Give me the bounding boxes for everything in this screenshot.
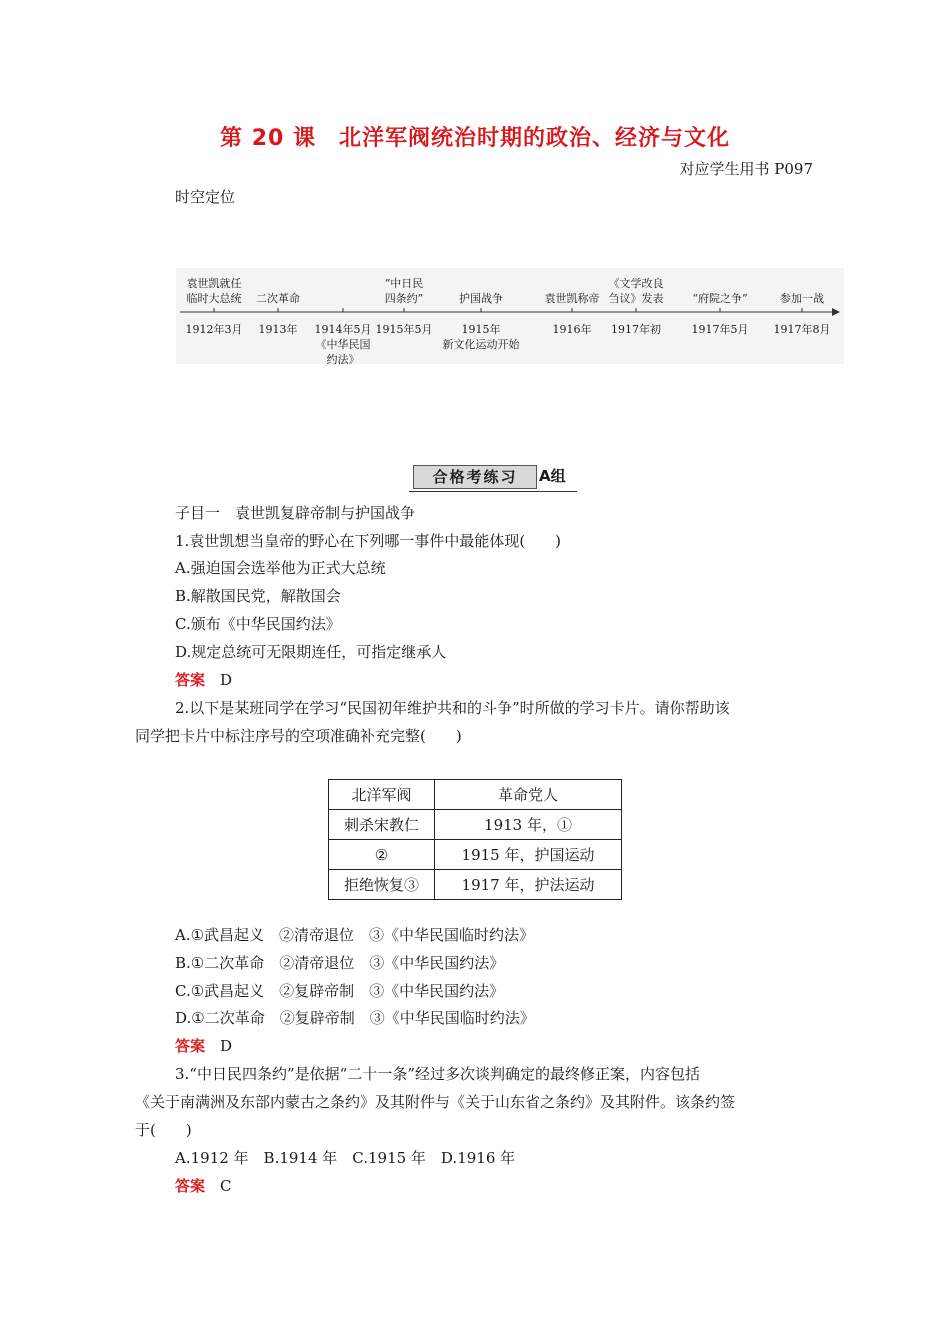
answer-key: 答案: [175, 671, 206, 689]
table-header-row: [329, 780, 622, 810]
timeline-date-label: 1914年5月 《中华民国 约法》: [314, 323, 372, 366]
q3-answer: [175, 1176, 232, 1196]
subtopic-heading: 子目一 袁世凯复辟帝制与护国战争: [175, 504, 416, 522]
study-card-table: [328, 779, 622, 900]
q3-stem-line3: 于( ): [135, 1121, 192, 1139]
q2-option-c: C.①武昌起义 ②复辟帝制 ③《中华民国约法》: [175, 982, 505, 1000]
badge-group: A组: [539, 467, 566, 485]
table-row: [329, 810, 622, 840]
table-cell: ②: [329, 840, 435, 870]
answer-key: 答案: [175, 1037, 206, 1055]
table-cell: 1915 年，护国运动: [435, 840, 622, 870]
table-row: [329, 840, 622, 870]
section-heading: 时空定位: [175, 188, 236, 206]
q3-stem-line2: 《关于南满洲及东部内蒙古之条约》及其附件与《关于山东省之条约》及其附件。该条约签: [135, 1093, 736, 1111]
q1-option-d: D.规定总统可无限期连任，可指定继承人: [175, 643, 447, 661]
textbook-reference: 对应学生用书 P097: [679, 160, 813, 178]
answer-key: 答案: [175, 1177, 206, 1195]
timeline-event-label: 参加一战: [780, 292, 824, 305]
lesson-title: 第 20 课 北洋军阀统治时期的政治、经济与文化: [220, 126, 730, 151]
table-header: 革命党人: [435, 780, 622, 810]
q1-answer: [175, 670, 232, 690]
table-cell: 1917 年，护法运动: [435, 870, 622, 900]
timeline-date-label: 1917年8月: [773, 323, 831, 336]
q2-answer: [175, 1036, 232, 1056]
table-cell: 1913 年，①: [435, 810, 622, 840]
timeline-date-label: 1912年3月: [185, 323, 243, 336]
timeline-event-label: 二次革命: [256, 292, 300, 305]
timeline-date-label: 1915年 新文化运动开始: [442, 323, 520, 351]
table-cell: 拒绝恢复③: [329, 870, 435, 900]
timeline: [176, 268, 844, 364]
answer-value: D: [220, 1037, 233, 1055]
timeline-event-label: 《文学改良 刍议》发表: [608, 277, 664, 305]
q2-option-b: B.①二次革命 ②清帝退位 ③《中华民国约法》: [175, 954, 505, 972]
practice-badge: [409, 462, 577, 492]
q3-stem-line1: 3.“中日民四条约”是依据“二十一条”经过多次谈判确定的最终修正案，内容包括: [175, 1065, 700, 1083]
q1-stem: 1.袁世凯想当皇帝的野心在下列哪一事件中最能体现( ): [175, 532, 562, 550]
timeline-date-label: 1917年初: [611, 323, 661, 336]
timeline-event-label: “府院之争”: [692, 292, 748, 305]
timeline-date-label: 1915年5月: [375, 323, 433, 336]
badge-underline: [409, 491, 577, 492]
timeline-date-label: 1917年5月: [691, 323, 749, 336]
table-cell: 刺杀宋教仁: [329, 810, 435, 840]
q1-option-c: C.颁布《中华民国约法》: [175, 615, 341, 633]
timeline-event-label: 袁世凯就任 临时大总统: [186, 277, 242, 305]
q2-option-d: D.①二次革命 ②复辟帝制 ③《中华民国临时约法》: [175, 1009, 535, 1027]
q2-stem-line2: 同学把卡片中标注序号的空项准确补充完整( ): [135, 727, 462, 745]
q3-options: A.1912 年 B.1914 年 C.1915 年 D.1916 年: [175, 1149, 516, 1167]
timeline-date-label: 1916年: [552, 323, 592, 336]
timeline-date-label: 1913年: [258, 323, 298, 336]
badge-label: 合格考练习: [413, 465, 537, 489]
timeline-event-label: “中日民 四条约”: [384, 277, 424, 305]
answer-value: C: [220, 1177, 232, 1195]
table-header: 北洋军阀: [329, 780, 435, 810]
timeline-event-label: 护国战争: [459, 292, 503, 305]
q1-option-a: A.强迫国会选举他为正式大总统: [175, 559, 386, 577]
timeline-event-label: 袁世凯称帝: [544, 292, 600, 305]
q2-stem-line1: 2.以下是某班同学在学习“民国初年维护共和的斗争”时所做的学习卡片。请你帮助该: [175, 699, 730, 717]
answer-value: D: [220, 671, 233, 689]
q2-option-a: A.①武昌起义 ②清帝退位 ③《中华民国临时约法》: [175, 926, 535, 944]
q1-option-b: B.解散国民党，解散国会: [175, 587, 341, 605]
table-row: [329, 870, 622, 900]
